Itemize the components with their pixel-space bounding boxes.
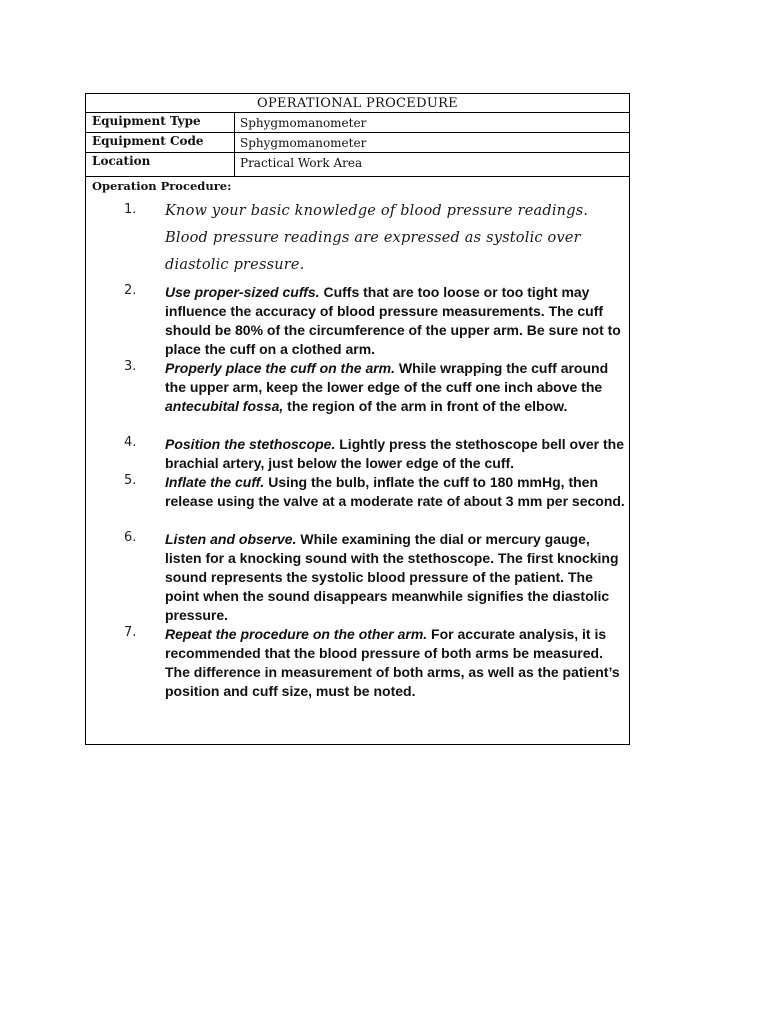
step-text-handwritten: Know your basic knowledge of blood pressure readings. Blood pressure readings are expressed as systolic over diastolic pressure. bbox=[165, 203, 589, 273]
document-title: OPERATIONAL PROCEDURE bbox=[86, 94, 629, 113]
equipment-type-row bbox=[86, 113, 629, 133]
step-number: 5. bbox=[124, 473, 137, 488]
location-row bbox=[86, 153, 629, 177]
step-number: 3. bbox=[124, 359, 137, 374]
step-text bbox=[165, 625, 627, 701]
step-number: 1. bbox=[124, 202, 137, 217]
step-number: 7. bbox=[124, 625, 137, 640]
step-detail: Using the bulb, inflate the cuff to 180 mmHg, then release using the valve at a moderate rate of about 3 mm per second. bbox=[165, 474, 625, 509]
step-text bbox=[165, 359, 627, 416]
step-lead: Use proper-sized cuffs. bbox=[165, 284, 320, 300]
step-number: 2. bbox=[124, 283, 137, 298]
equipment-code-value: Sphygmomanometer bbox=[240, 136, 367, 150]
step-number: 6. bbox=[124, 530, 137, 545]
equipment-type-value: Sphygmomanometer bbox=[240, 116, 367, 130]
step-lead: Repeat the procedure on the other arm. bbox=[165, 626, 428, 642]
step-text bbox=[165, 283, 627, 359]
step-detail: Lightly press the stethoscope bell over the brachial artery, just below the lower edge of the cuff. bbox=[165, 436, 624, 471]
equipment-code-label: Equipment Code bbox=[86, 133, 235, 152]
step-lead: Listen and observe. bbox=[165, 531, 297, 547]
step-text bbox=[165, 435, 627, 473]
equipment-code-row bbox=[86, 133, 629, 153]
step-detail: Cuffs that are too loose or too tight may influence the accuracy of blood pressure measurements. The cuff should be 80% of the circumference of the upper arm. Be sure not to place the cuff on a clothed arm. bbox=[165, 284, 621, 357]
step-detail: For accurate analysis, it is recommended that the blood pressure of both arms be measured. The difference in measurement of both arms, as well as the patient’s position and cuff size, must be noted. bbox=[165, 626, 620, 699]
step-text bbox=[165, 530, 627, 625]
procedure-table bbox=[85, 93, 630, 745]
step-lead: Inflate the cuff. bbox=[165, 474, 265, 490]
step-italic-term: antecubital fossa, bbox=[165, 398, 284, 414]
step-detail: the region of the arm in front of the elbow. bbox=[283, 398, 568, 414]
step-lead: Properly place the cuff on the arm. bbox=[165, 360, 396, 376]
procedure-steps bbox=[86, 196, 629, 744]
step-detail: While examining the dial or mercury gauge, listen for a knocking sound with the stethoscope. The first knocking sound represents the systolic blood pressure of the patient. The point when the sound disappears meanwhile signifies the diastolic pressure. bbox=[165, 531, 619, 623]
step-text bbox=[165, 473, 627, 511]
equipment-type-label: Equipment Type bbox=[86, 113, 235, 132]
step-number: 4. bbox=[124, 435, 137, 450]
step-lead: Position the stethoscope. bbox=[165, 436, 336, 452]
procedure-heading: Operation Procedure: bbox=[92, 179, 232, 193]
location-value: Practical Work Area bbox=[240, 156, 363, 170]
location-label: Location bbox=[86, 153, 235, 176]
step-detail: While wrapping the cuff around the upper arm, keep the lower edge of the cuff one inch above the bbox=[165, 360, 609, 395]
